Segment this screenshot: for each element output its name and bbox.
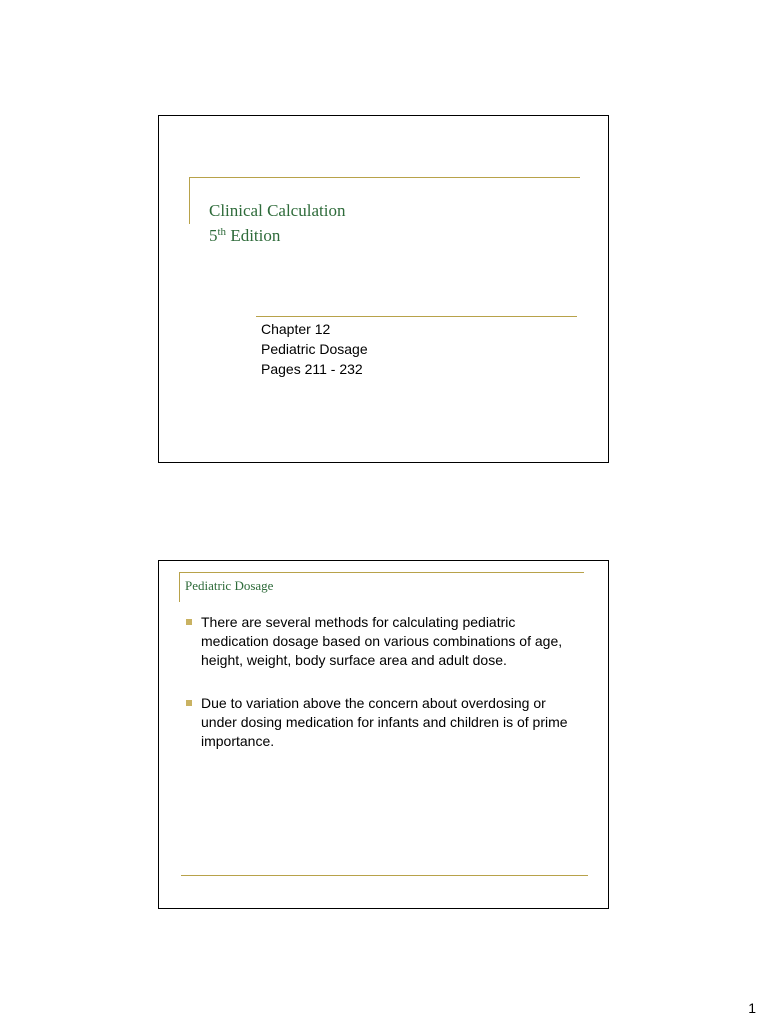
square-bullet-icon — [186, 700, 192, 706]
bullet-text: There are several methods for calculating pediatric medication dosage based on various combinations of age, height, weight, body surface area and adult dose. — [201, 614, 563, 668]
bullet-item — [183, 613, 583, 670]
edition-word: Edition — [226, 226, 281, 245]
slide-2 — [158, 560, 609, 909]
title-top-rule — [179, 572, 584, 573]
edition-number: 5 — [209, 226, 218, 245]
slide-subtitle — [261, 319, 368, 379]
edition-suffix: th — [217, 226, 227, 238]
bullet-text: Due to variation above the concern about overdosing or under dosing medication for infants and children is of prime importance. — [201, 695, 568, 749]
title-line-2 — [209, 223, 345, 248]
subtitle-top-rule — [256, 316, 577, 317]
footer-rule — [181, 875, 588, 876]
page-number: 1 — [748, 1000, 756, 1016]
subtitle-pages: Pages 211 - 232 — [261, 361, 363, 377]
bullet-list — [183, 613, 583, 775]
title-left-rule — [179, 572, 180, 602]
subtitle-topic: Pediatric Dosage — [261, 341, 368, 357]
title-top-rule — [189, 177, 580, 178]
title-left-rule — [189, 177, 190, 224]
slide-title — [209, 198, 345, 248]
slide-title: Pediatric Dosage — [185, 578, 274, 593]
subtitle-chapter: Chapter 12 — [261, 321, 331, 337]
slide-1 — [158, 115, 609, 463]
bullet-item — [183, 694, 583, 751]
title-line-1: Clinical Calculation — [209, 201, 346, 220]
square-bullet-icon — [186, 619, 192, 625]
